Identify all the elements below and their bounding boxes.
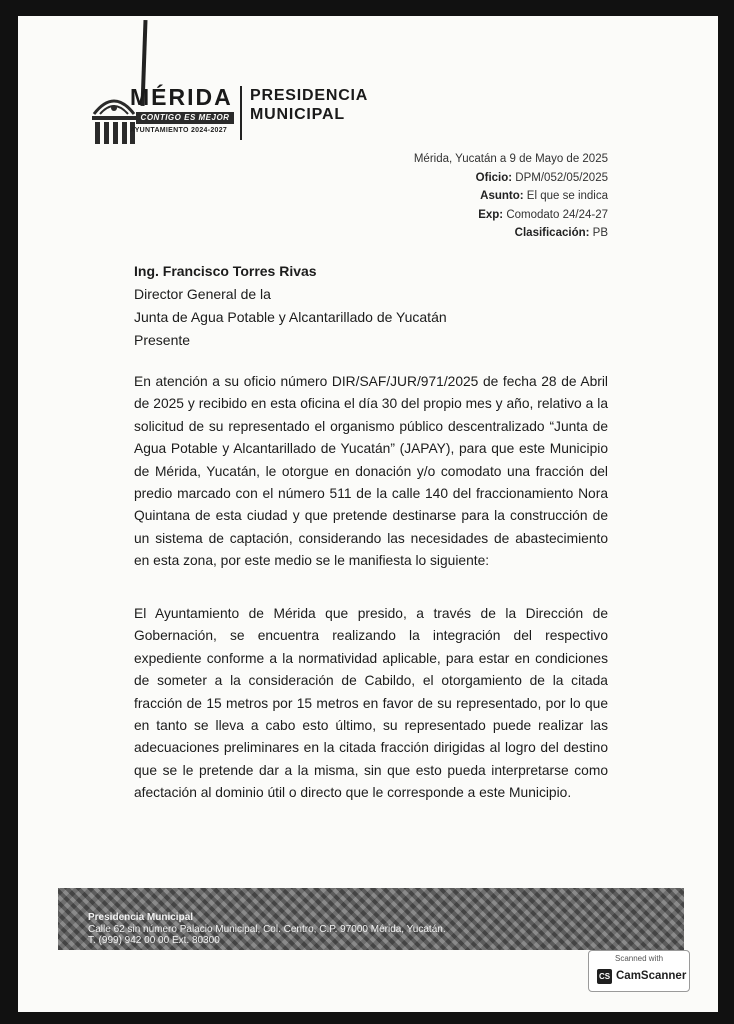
camscanner-icon: CS: [597, 969, 612, 984]
document-metadata: [414, 150, 608, 243]
recipient-greeting: Presente: [134, 332, 191, 348]
office-name-line2: MUNICIPAL: [250, 106, 345, 123]
logo-ayuntamiento: AYUNTAMIENTO 2024-2027: [130, 127, 228, 134]
logo-divider: [240, 86, 242, 140]
asunto-row: [414, 187, 608, 206]
asunto-label: Asunto:: [480, 190, 524, 202]
camscanner-watermark: [588, 950, 690, 992]
exp-row: [414, 206, 608, 225]
letterhead-footer: [58, 888, 684, 950]
oficio-value: DPM/052/05/2025: [515, 171, 608, 184]
body-paragraph-1: En atención a su oficio número DIR/SAF/JUR/971/2025 de fecha 28 de Abril de 2025 y recibido en esta oficina el día 30 del propio mes y año, relativo a la solicitud de su representado el organismo público descentralizado “Junta de Agua Potable y Alcantarillado de Yucatán” (JAPAY), para que este Municipio de Mérida, Yucatán, le otorgue en donación y/o comodato una fracción del predio marcado con el número 511 de la calle 140 del fraccionamiento Nora Quintana de esta ciudad y que pretende destinarse para la construcción de un sistema de captación, considerando las necesidades de abastecimiento en esta zona, por este medio se le manifiesta lo siguiente:: [134, 374, 608, 569]
logo-city-name: MÉRIDA: [130, 84, 233, 110]
recipient-organization: Junta de Agua Potable y Alcantarillado de Yucatán: [134, 309, 447, 325]
oficio-label: Oficio:: [475, 171, 513, 184]
footer-title: Presidencia Municipal: [88, 912, 194, 923]
place-date: Mérida, Yucatán a 9 de Mayo de 2025: [413, 153, 608, 165]
document-page: [18, 16, 718, 1012]
exp-label: Exp:: [478, 208, 504, 221]
recipient-block: [134, 260, 447, 352]
oficio-row: [414, 169, 608, 188]
clasificacion-row: [414, 224, 608, 243]
footer-phone: T. (999) 942 00 00 Ext. 80300: [88, 935, 220, 946]
office-name-line1: PRESIDENCIA: [250, 87, 369, 104]
body-paragraph-2: El Ayuntamiento de Mérida que presido, a través de la Dirección de Gobernación, se encuentra realizando la integración del respectivo expediente conforme a la normatividad aplicable, para estar en condiciones de someter a la consideración de Cabildo, el otorgamiento de la citada fracción de 15 metros por 15 metros en favor de su representado, por lo que en tanto se lleva a cabo esto último, su representado puede realizar las adecuaciones preliminares en la citada fracción dirigidas al logro del destino que se le pretende dar a la misma, sin que esto pueda interpretarse como afectación al dominio útil o directo que le corresponde a este Municipio.: [134, 606, 608, 801]
clasificacion-value: PB: [592, 227, 608, 239]
clasificacion-label: Clasificación:: [514, 227, 590, 239]
scanner-name: CamScanner: [616, 970, 687, 982]
recipient-name: Ing. Francisco Torres Rivas: [134, 263, 317, 279]
recipient-title: Director General de la: [134, 286, 271, 302]
office-name: [250, 86, 368, 124]
footer-address: Calle 62 sin número Palacio Municipal, Col. Centro, C.P. 97000 Mérida, Yucatán.: [88, 923, 446, 935]
asunto-value: El que se indica: [526, 190, 608, 202]
scanner-caption: Scanned with: [614, 954, 664, 963]
exp-value: Comodato 24/24-27: [506, 208, 608, 221]
logo-slogan: CONTIGO ES MEJOR: [136, 112, 234, 124]
footer-text: [88, 912, 446, 947]
